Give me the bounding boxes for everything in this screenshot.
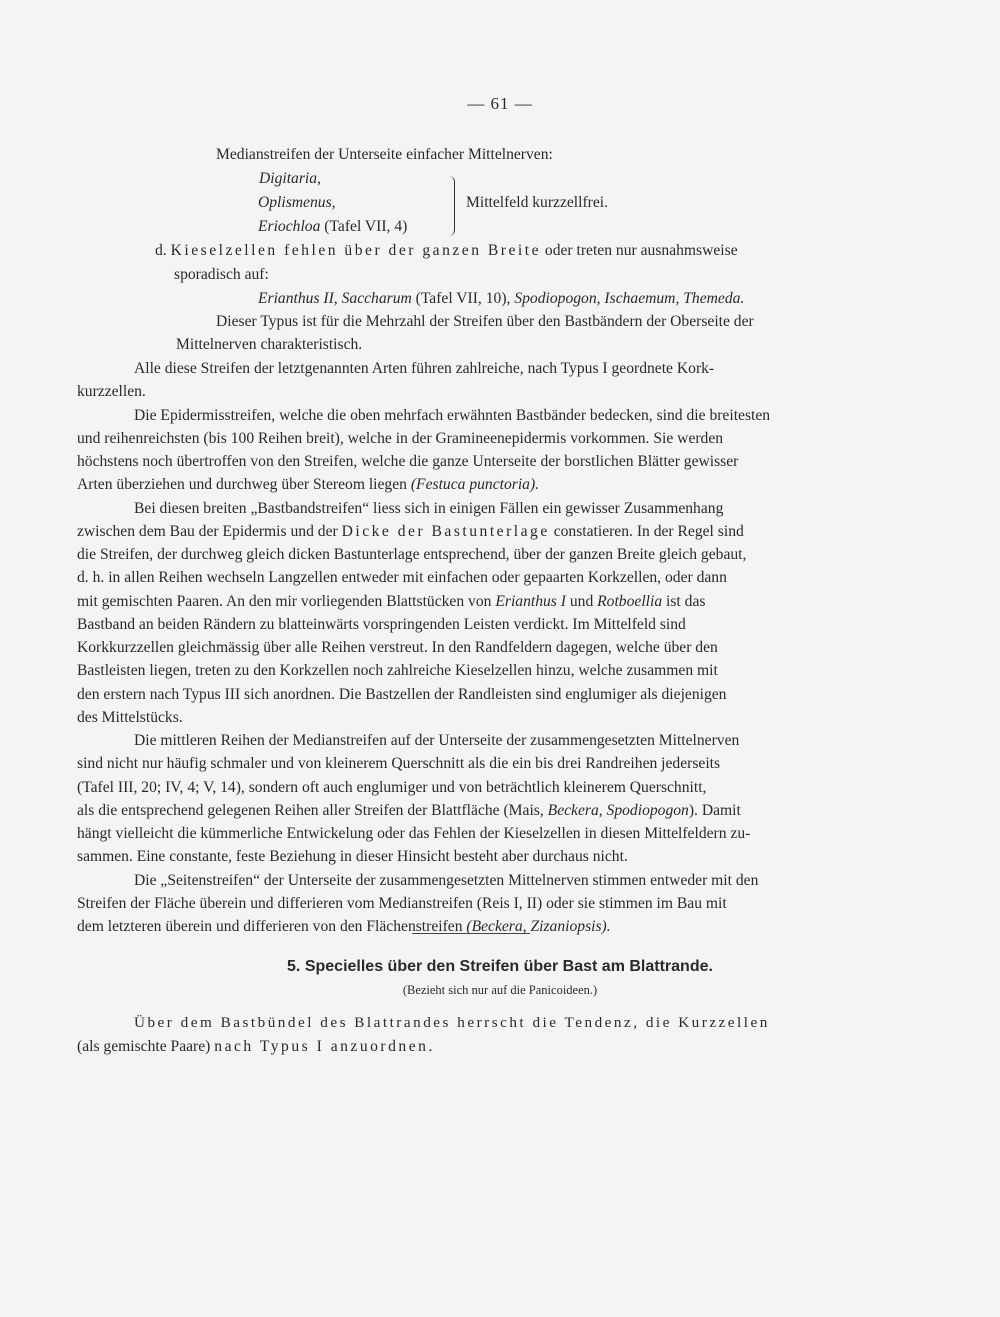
brace-note: Mittelfeld kurzzellfrei. <box>466 194 609 211</box>
examples-line: Erianthus II, Saccharum (Tafel VII, 10), Spodiopogon, Ischaemum, Themeda. <box>258 290 745 307</box>
bei-line9: den erstern nach Typus III sich anordnen. Die Bastzellen der Randleisten sind englumiger als diejenigen <box>77 686 727 703</box>
mit-line6: sammen. Eine constante, feste Beziehung in dieser Hinsicht besteht aber durchaus nicht. <box>77 848 628 865</box>
ep-line2: und reihenreichsten (bis 100 Reihen breit), welche in der Gramineenepidermis vorkommen. Sie werden <box>77 430 724 447</box>
typus-line1: Dieser Typus ist für die Mehrzahl der Streifen über den Bastbändern der Oberseite der <box>216 313 754 330</box>
bei-line3: die Streifen, der durchweg gleich dicken Bastunterlage entsprechend, über der ganzen Breite gleich gebaut, <box>77 546 747 563</box>
sei-line3: dem letzteren überein und differieren von den Flächenstreifen (Beckera, Zizaniopsis). <box>77 918 611 935</box>
ep-line3: höchstens noch übertroffen von den Streifen, welche die ganze Unterseite der borstlichen Blätter gewisser <box>77 453 739 470</box>
species-eriochloa: Eriochloa (Tafel VII, 4) <box>258 218 408 235</box>
species-digitaria: Digitaria, <box>259 170 321 187</box>
bei-line8: Bastleisten liegen, treten zu den Korkzellen noch zahlreiche Kieselzellen hinzu, welche zusammen mit <box>77 662 718 679</box>
mit-line4: als die entsprechend gelegenen Reihen aller Streifen der Blattfläche (Mais, Beckera, Spodiopogon). Damit <box>77 802 741 819</box>
species-oplismenus: Oplismenus, <box>258 194 336 211</box>
last-line1: Über dem Bastbündel des Blattrandes herrscht die Tendenz, die Kurzzellen <box>134 1014 770 1031</box>
bei-line2: zwischen dem Bau der Epidermis und der Dicke der Bastunterlage constatieren. In der Regel sind <box>77 523 744 540</box>
brace <box>446 176 455 236</box>
paragraph-d-line2: sporadisch auf: <box>174 266 269 283</box>
last-line2: (als gemischte Paare) nach Typus I anzuordnen. <box>77 1038 435 1055</box>
bei-line4: d. h. in allen Reihen wechseln Langzellen entweder mit einfachen oder gepaarten Korkzellen, oder dann <box>77 569 727 586</box>
alle-line2: kurzzellen. <box>77 383 146 400</box>
mit-line5: hängt vielleicht die kümmerliche Entwickelung oder das Fehlen der Kieselzellen in diesen Mittelfeldern zu- <box>77 825 751 842</box>
bei-line6: Bastband an beiden Rändern zu blatteinwärts vorspringenden Leisten verdickt. Im Mittelfeld sind <box>77 616 686 633</box>
sei-line1: Die „Seitenstreifen“ der Unterseite der zusammengesetzten Mittelnerven stimmen entweder mit den <box>134 872 759 889</box>
mit-line1: Die mittleren Reihen der Medianstreifen auf der Unterseite der zusammengesetzten Mittelnerven <box>134 732 740 749</box>
ep-line1: Die Epidermisstreifen, welche die oben mehrfach erwähnten Bastbänder bedecken, sind die breitesten <box>134 407 771 424</box>
mit-line3: (Tafel III, 20; IV, 4; V, 14), sondern oft auch englumiger und von beträchtlich kleinerem Querschnitt, <box>77 779 707 796</box>
bei-line5: mit gemischten Paaren. An den mir vorliegenden Blattstücken von Erianthus I und Rotboellia ist das <box>77 593 706 610</box>
median-header: Medianstreifen der Unterseite einfacher Mittelnerven: <box>216 146 553 163</box>
bei-line10: des Mittelstücks. <box>77 709 183 726</box>
section-title: 5. Specielles über den Streifen über Bast am Blattrande. <box>287 958 713 975</box>
mit-line2: sind nicht nur häufig schmaler und von kleinerem Querschnitt als die ein bis drei Randreihen jederseits <box>77 755 721 772</box>
typus-line2: Mittelnerven charakteristisch. <box>176 336 363 353</box>
section-note: (Bezieht sich nur auf die Panicoideen.) <box>402 983 598 997</box>
sei-line2: Streifen der Fläche überein und differieren vom Medianstreifen (Reis I, II) oder sie stimmen im Bau mit <box>77 895 727 912</box>
bei-line1: Bei diesen breiten „Bastbandstreifen“ liess sich in einigen Fällen ein gewisser Zusammenhang <box>134 500 724 517</box>
ep-line4: Arten überziehen und durchweg über Stereom liegen (Festuca punctoria). <box>77 476 540 493</box>
bei-line7: Korkkurzzellen gleichmässig über alle Reihen verstreut. In den Randfeldern dagegen, welche über den <box>77 639 718 656</box>
alle-line1: Alle diese Streifen der letztgenannten Arten führen zahlreiche, nach Typus I geordnete Kork- <box>134 360 715 377</box>
section-divider <box>412 933 530 934</box>
page-number: — 61 — <box>467 94 533 113</box>
paragraph-d-line1: d. Kieselzellen fehlen über der ganzen Breite oder treten nur ausnahmsweise <box>155 242 738 259</box>
